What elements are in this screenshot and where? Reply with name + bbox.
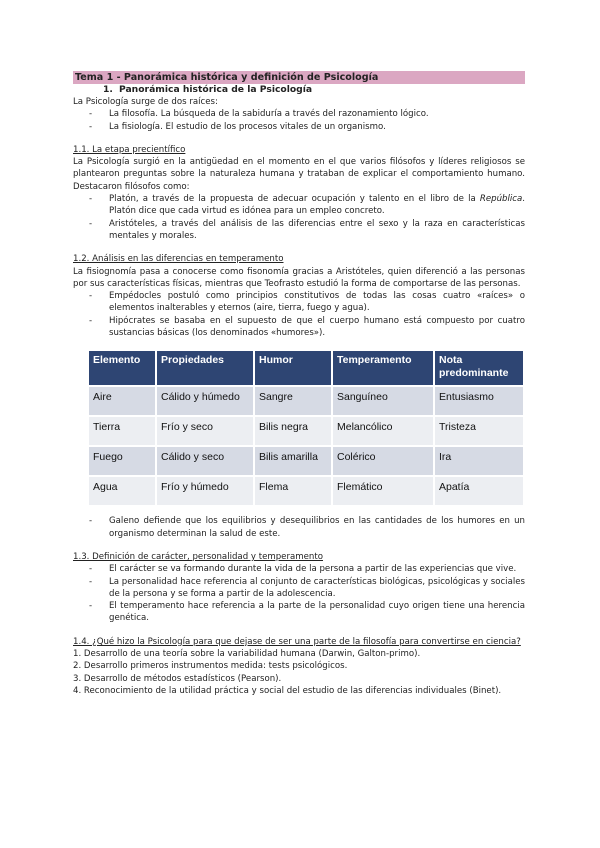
list-item: - La filosofía. La búsqueda de la sabiduría a través del razonamiento lógico. [73,108,525,120]
table-header-row [89,351,523,385]
table-cell: Flemático [333,477,433,505]
section3-list [73,563,525,624]
table-cell: Tristeza [435,417,523,445]
list-item [73,193,525,218]
table-row [89,387,523,415]
section-paragraph: La Psicología surgió en la antigüedad en el momento en el que varios filósofos y líderes religiosos se plantearon preguntas sobre la naturaleza humana y trataban de explicar el comportamiento humano. Destacaron filósofos como: [73,157,525,192]
table-cell: Apatía [435,477,523,505]
section-subtitle [103,84,525,96]
list-item: - Galeno defiende que los equilibrios y desequilibrios en las cantidades de los humores en un organismo determinan la salud de este. [73,515,525,540]
section-heading-1-3: 1.3. Definición de carácter, personalidad y temperamento [73,551,323,562]
table-cell: Ira [435,447,523,475]
intro-text: La Psicología surge de dos raíces: [73,97,218,107]
column-header: Propiedades [157,351,253,385]
table-cell: Frío y seco [157,417,253,445]
list-item: 4. Reconocimiento de la utilidad práctica y social del estudio de las diferencias individuales (Binet). [73,685,502,696]
list-text: . Platón dice que cada virtud es idónea para un empleo concreto. [109,194,525,217]
table-row [89,417,523,445]
table-cell: Entusiasmo [435,387,523,415]
subtitle-number: 1. [103,84,113,95]
list-item: - La personalidad hace referencia al conjunto de características biológicas, psicológicas y sociales de la persona y se forma a partir de la adolescencia. [73,576,525,601]
column-header: Temperamento [333,351,433,385]
list-item: - El temperamento hace referencia a la parte de la personalidad cuyo origen tiene una herencia genética. [73,600,525,625]
list-item: 3. Desarrollo de métodos estadísticos (Pearson). [73,673,282,684]
intro-list [73,108,525,133]
section-paragraph: La fisiognomía pasa a conocerse como fisonomía gracias a Aristóteles, quien diferenció a las personas por sus características físicas, mientras que Teofrasto estudió la forma de comportarse de las personas. [73,266,525,289]
table-cell: Tierra [89,417,155,445]
subtitle-text: Panorámica histórica de la Psicología [119,84,313,95]
section1-list [73,193,525,242]
galeno-list [73,515,525,540]
table-cell: Cálido y seco [157,447,253,475]
table-cell: Aire [89,387,155,415]
list-item: - La fisiología. El estudio de los procesos vitales de un organismo. [73,121,525,133]
section-heading-1-1: 1.1. La etapa precientífico [73,144,186,155]
table-cell: Sanguíneo [333,387,433,415]
table-cell: Bilis negra [255,417,331,445]
section4-list [73,648,525,697]
page-title: Tema 1 - Panorámica histórica y definición de Psicología [73,71,525,84]
table-cell: Cálido y húmedo [157,387,253,415]
section-heading-1-4: 1.4. ¿Qué hizo la Psicología para que dejase de ser una parte de la filosofía para convertirse en ciencia? [73,636,521,647]
table-cell: Agua [89,477,155,505]
column-header: Nota predominante [435,351,523,385]
table-cell: Sangre [255,387,331,415]
table-cell: Melancólico [333,417,433,445]
table-row [89,447,523,475]
book-title: República [479,194,523,205]
document-content [73,71,525,697]
list-item: - Aristóteles, a través del análisis de las diferencias entre el sexo y la raza en características mentales y morales. [73,218,525,243]
list-item: - Hipócrates se basaba en el supuesto de que el cuerpo humano está compuesto por cuatro sustancias básicas (los denominados «humores»). [73,315,525,340]
list-item: 1. Desarrollo de una teoría sobre la variabilidad humana (Darwin, Galton-primo). [73,649,421,660]
table-row [89,477,523,505]
list-item: 2. Desarrollo primeros instrumentos medida: tests psicológicos. [73,661,348,672]
list-text: Platón, a través de la propuesta de adecuar ocupación y talento en el libro de la [109,194,480,205]
table-cell: Fuego [89,447,155,475]
table-cell: Frío y húmedo [157,477,253,505]
table-cell: Bilis amarilla [255,447,331,475]
column-header: Humor [255,351,331,385]
section2-list [73,290,525,339]
table-cell: Flema [255,477,331,505]
list-item: - Empédocles postuló como principios constitutivos de todas las cosas cuatro «raíces» o elementos inalterables y eternos (aire, tierra, fuego y agua). [73,290,525,315]
table-cell: Colérico [333,447,433,475]
column-header: Elemento [89,351,155,385]
list-item: - El carácter se va formando durante la vida de la persona a partir de las experiencias que vive. [73,563,525,575]
section-heading-1-2: 1.2. Análisis en las diferencias en temperamento [73,254,284,265]
humors-table [87,349,525,507]
